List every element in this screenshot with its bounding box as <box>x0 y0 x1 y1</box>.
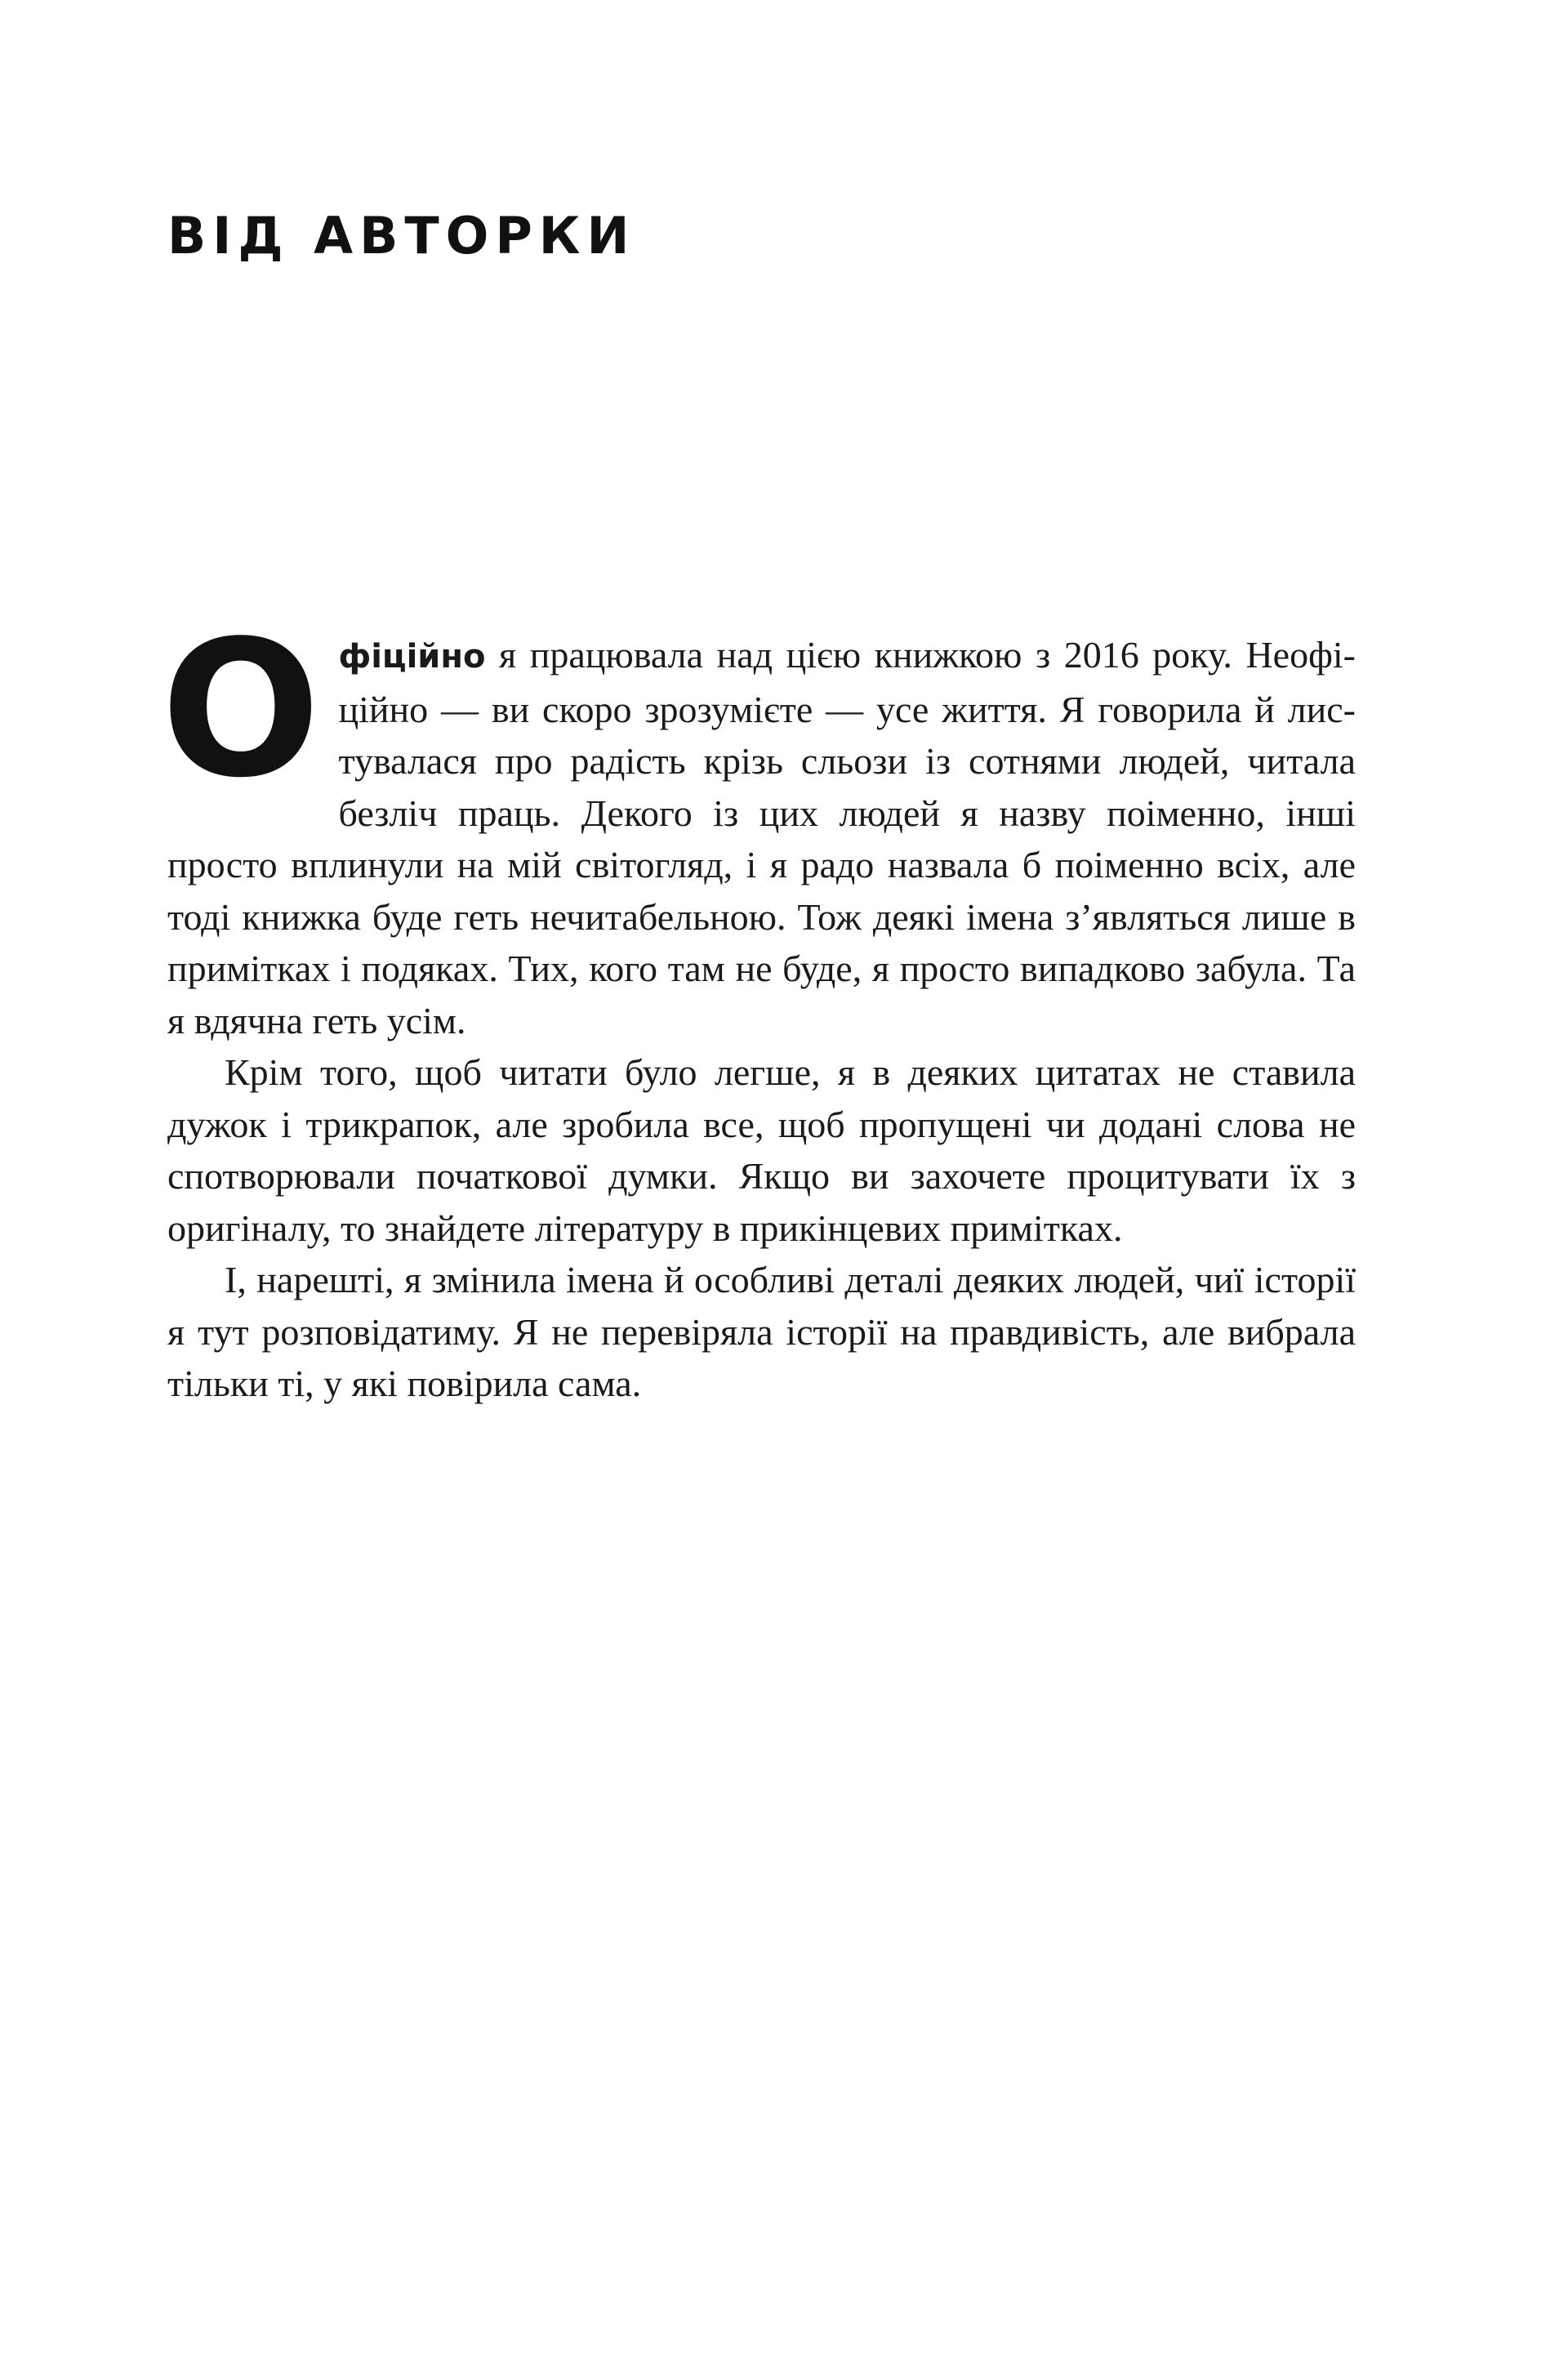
lead-word: фіційно <box>338 638 486 676</box>
drop-cap: О <box>161 601 321 819</box>
paragraph-1-text: я працювала над цією книжкою з 2016 року. Неофіційно — ви скоро зрозумієте — усе життя. Я говорила й листувалася про радість крізь сльози із сотнями людей, читала безліч праць. Декого із цих людей я назву поіменно, інші просто вплинули на мій світогляд, і я радо назвала б поіменно всіх, але тоді книжка буде геть нечитабельною. Тож деякі імена з’являться лише в примітках і подяках. Тих, кого там не буде, я просто випадково забула. Та я вдячна геть усім. <box>167 634 1356 1041</box>
body-text <box>161 601 1356 1410</box>
paragraph-3: І, нарешті, я змінила імена й особливі деталі деяких людей, чиї історії я тут розповідатиму. Я не перевіряла історії на правдивість, але вибрала тільки ті, у які повірила сама. <box>167 1259 1356 1404</box>
paragraph-1 <box>161 601 1356 1046</box>
paragraph-2: Крім того, щоб читати було легше, я в деяких цитатах не ставила дужок і трикрапок, але зробила все, щоб пропущені чи додані слова не спотворювали початкової думки. Якщо ви захочете процитувати їх з оригіналу, то знайдете літературу в прикінцевих примітках. <box>167 1051 1356 1249</box>
page-title: ВІД АВТОРКИ <box>167 206 636 265</box>
